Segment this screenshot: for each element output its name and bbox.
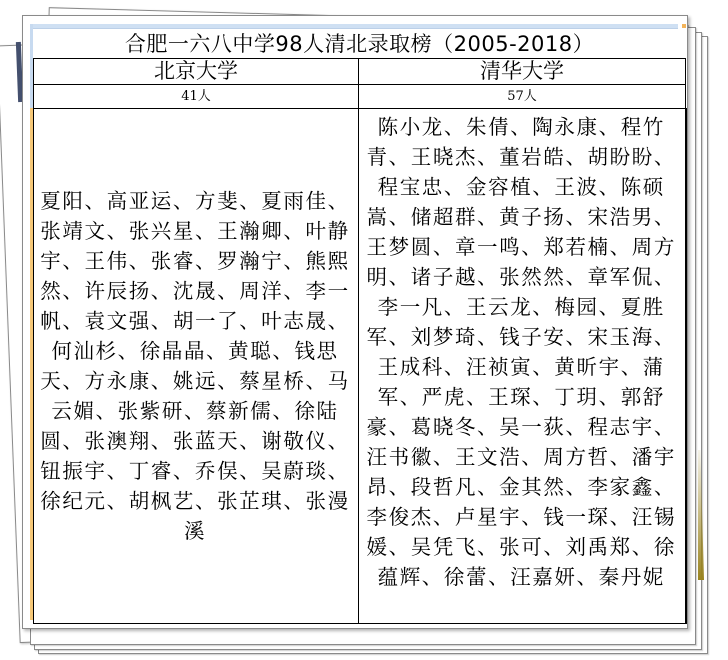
names-cell-peking [34, 109, 359, 624]
table-title: 合肥一六八中学98人清北录取榜（2005-2018） [34, 28, 686, 59]
university-header-tsinghua: 清华大学 [359, 59, 686, 85]
count-tsinghua: 57人 [359, 85, 686, 109]
university-header-peking: 北京大学 [34, 59, 359, 85]
names-list-peking: 夏阳、高亚运、方斐、夏雨佳、张靖文、张兴星、王瀚卿、叶静宇、王伟、张睿、罗瀚宁、熊熙然、许辰扬、沈晟、周洋、李一帆、袁文强、胡一了、叶志晟、何汕杉、徐晶晶、黄聪、钱思天、方永康、姚远、蔡星桥、马云媚、张紫研、蔡新儒、徐陆圆、张澳翔、张蓝天、谢敬仪、钮振宇、丁睿、乔俣、吴蔚琰、徐纪元、胡枫艺、张芷琪、张漫溪 [40, 189, 350, 543]
names-list-tsinghua: 陈小龙、朱倩、陶永康、程竹青、王晓杰、董岩皓、胡盼盼、程宝忠、金容植、王波、陈硕嵩、储超群、黄子扬、宋浩男、王梦圆、章一鸣、郑若楠、周方明、诸子越、张然然、章军侃、李一凡、王云龙、梅园、夏胜军、刘梦琦、钱子安、宋玉海、王成科、汪祯寅、黄昕宇、蒲军、严虎、王琛、丁玥、郭舒豪、葛晓冬、吴一荻、程志宇、汪书徽、王文浩、周方哲、潘宇昂、段哲凡、金其然、李家鑫、李俊杰、卢星宇、钱一琛、汪锡媛、吴凭飞、张可、刘禹郑、徐蕴辉、徐蕾、汪嘉妍、秦丹妮 [366, 115, 676, 589]
names-cell-tsinghua [359, 109, 686, 624]
count-peking: 41人 [34, 85, 359, 109]
admission-table [33, 28, 687, 624]
